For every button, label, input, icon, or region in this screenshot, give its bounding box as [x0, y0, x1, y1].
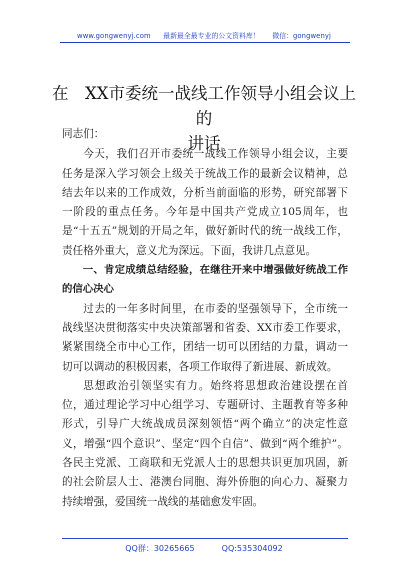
body-paragraph: 今天，我们召开市委统一战线工作领导小组会议，主要任务是深入学习领会上级关于统战工作的最新会议精神，总结去年以来的工作成效，分析当前面临的形势，研究部署下一阶段的重点任务。今年是中国共产党成立105周年，也是“十五五”规划的开局之年，做好新时代的统一战线工作，责任格外重大，意义尤为深远。下面，我讲几点意见。	[62, 148, 348, 257]
title-line-2: 讲话	[187, 134, 221, 154]
salutation: 同志们：	[62, 128, 105, 140]
qq-label: QQ:535304092	[221, 544, 283, 553]
qq-group-label: QQ群：30265665	[125, 544, 195, 553]
body-paragraph: 思想政治引领坚实有力。始终将思想政治建设摆在首位，通过理论学习中心组学习、专题研讨、主题教育等多种形式，引导广大统战成员深刻领悟“两个确立”的决定性意义，增强“四个意识”、坚定“四个自信”、做到“两个维护”。各民主党派、工商联和无党派人士的思想共识更加巩固，新的社会阶层人士、港澳台同胞、海外侨胞的向心力、凝聚力持续增强，爱国统一战线的基础愈发牢固。	[62, 379, 348, 508]
wechat-contact: 微信：gongwenyj	[272, 32, 331, 40]
body-paragraph: 过去的一年多时间里，在市委的坚强领导下，全市统一战线坚决贯彻落实中央决策部署和省委、XX市委工作要求，紧紧围绕全市中心工作，团结一切可以团结的力量，调动一切可以调动的积极因素，各项工作取得了新进展、新成效。	[62, 302, 348, 373]
site-slogan: 最新最全最专业的公文资料库！	[163, 32, 260, 40]
section-heading: 一、肯定成绩总结经验，在继往开来中增强做好统战工作的信心决心	[62, 264, 348, 296]
header-divider	[60, 42, 350, 43]
title-line-1: 在 XX市委统一战线工作领导小组会议上的	[52, 84, 356, 129]
footer-divider	[62, 538, 348, 539]
site-banner	[0, 30, 408, 40]
footer-contacts	[0, 543, 408, 554]
site-url-link[interactable]: www.gongwenyj.com	[77, 32, 151, 40]
document-body	[62, 125, 348, 512]
